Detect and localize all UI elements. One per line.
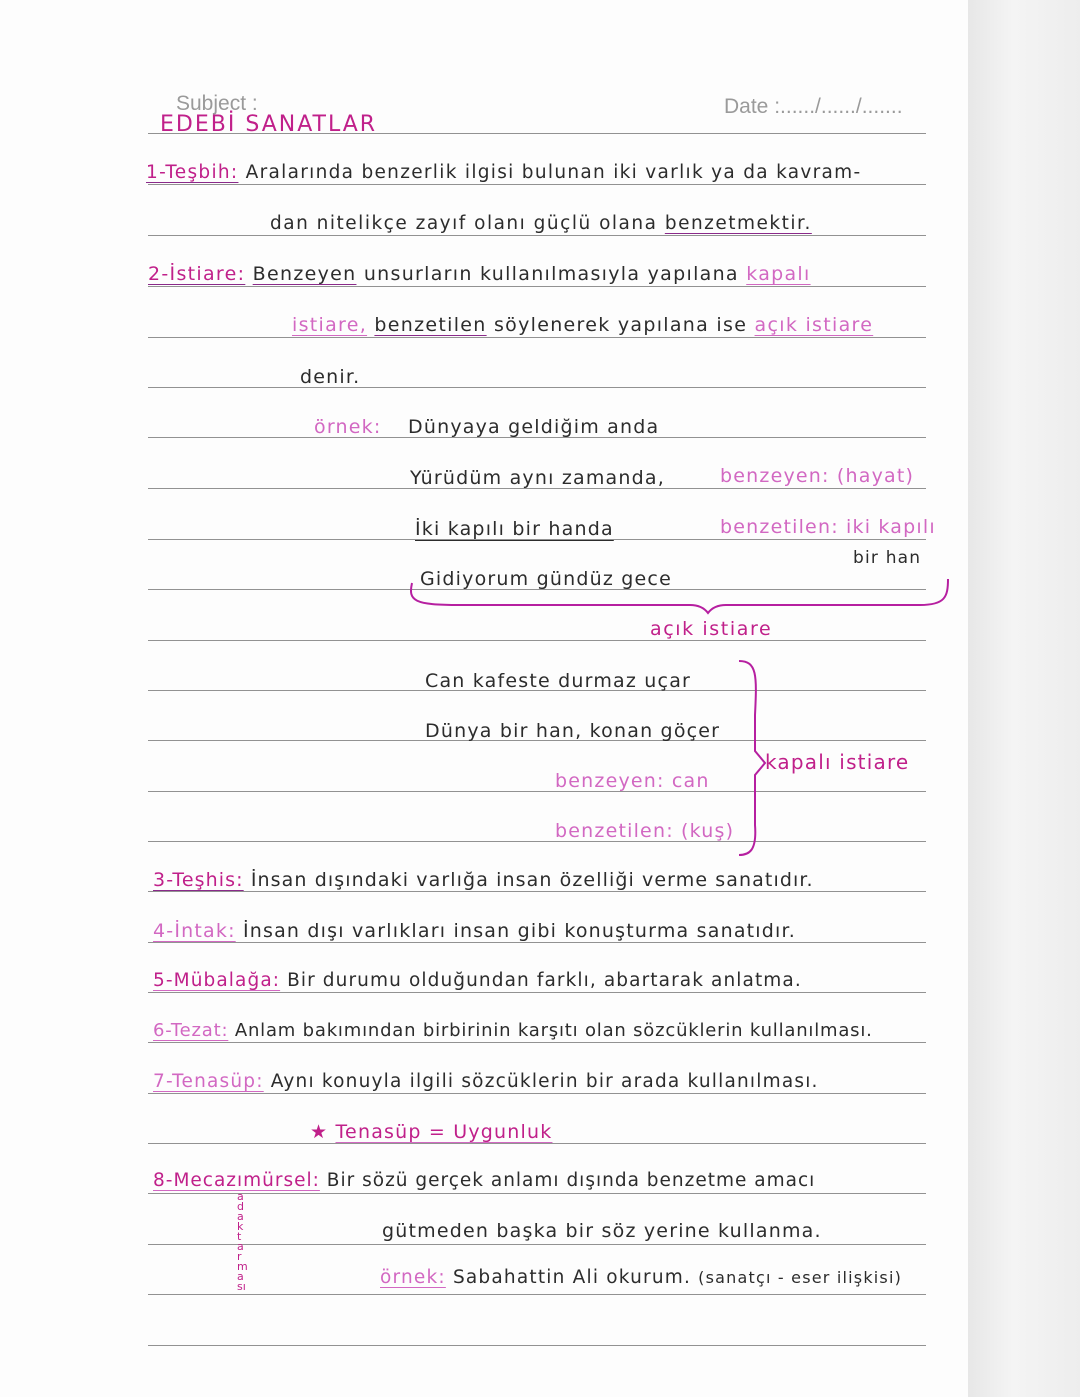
mecaz-ornek-label: örnek: xyxy=(380,1267,446,1288)
ornek2-benzetilen: benzetilen: (kuş) xyxy=(555,820,735,842)
tenasup-label: 7-Tenasüp: xyxy=(153,1071,264,1092)
istiare-word-benzeyen: Benzeyen xyxy=(252,263,357,285)
poem-line-1: Dünyaya geldiğim anda xyxy=(408,416,660,438)
poem-line-3: İki kapılı bir handa xyxy=(415,518,614,540)
intak-label: 4-İntak: xyxy=(153,920,236,942)
item-intak xyxy=(153,920,796,942)
item-istiare xyxy=(148,263,811,285)
item-istiare-line2 xyxy=(292,314,873,336)
mecaz-side-note: ad aktarması xyxy=(237,1190,248,1293)
istiare-text-3: denir. xyxy=(300,366,361,388)
item-mubalaga xyxy=(153,970,802,991)
teshbih-label: 1-Teşbih: xyxy=(146,162,239,183)
ornek1-benzetilen-2: bir han xyxy=(853,548,922,568)
mecaz-label: 8-Mecazımürsel: xyxy=(153,1170,320,1191)
mecaz-text-1: Bir sözü gerçek anlamı dışında benzetme amacı xyxy=(326,1170,816,1191)
ornek1-benzeyen: benzeyen: (hayat) xyxy=(720,465,915,487)
page-title: EDEBİ SANATLAR xyxy=(160,112,378,137)
date-label: Date :....../....../....... xyxy=(724,95,903,118)
ornek-label: örnek: xyxy=(314,416,382,438)
poem2-line-1: Can kafeste durmaz uçar xyxy=(425,670,692,692)
item-teshbih xyxy=(146,162,861,183)
item-tezat xyxy=(153,1020,873,1041)
poem2-line-2: Dünya bir han, konan göçer xyxy=(425,720,721,742)
kapali-istiare-label: kapalı istiare xyxy=(765,750,910,774)
istiare-word-benzetilen: benzetilen xyxy=(374,314,487,336)
teshbih-text-2b: benzetmektir. xyxy=(664,213,812,234)
istiare-kapali: kapalı xyxy=(746,263,811,285)
teshis-label: 3-Teşhis: xyxy=(153,869,244,891)
tezat-label: 6-Tezat: xyxy=(153,1020,229,1041)
istiare-text-1: unsurların kullanılmasıyla yapılana xyxy=(363,263,739,285)
tezat-text: Anlam bakımından birbirinin karşıtı olan sözcüklerin kullanılması. xyxy=(234,1020,873,1041)
poem-line-4: Gidiyorum gündüz gece xyxy=(420,568,672,590)
subject-label: Subject : xyxy=(176,92,258,115)
mecaz-ornek-row xyxy=(380,1267,902,1288)
item-teshbih-line2 xyxy=(270,213,812,234)
page-edge xyxy=(968,0,1080,1397)
mecaz-text-2: gütmeden başka bir söz yerine kullanma. xyxy=(382,1220,822,1242)
item-teshis xyxy=(153,869,814,891)
mecaz-ornek-text: Sabahattin Ali okurum. xyxy=(452,1267,692,1288)
istiare-acik: açık istiare xyxy=(754,314,874,336)
intak-text: İnsan dışı varlıkları insan gibi konuşturma sanatıdır. xyxy=(242,920,797,942)
acik-istiare-label: açık istiare xyxy=(650,618,773,640)
teshis-text: İnsan dışındaki varlığa insan özelliği verme sanatıdır. xyxy=(250,869,814,891)
teshbih-text-1: Aralarında benzerlik ilgisi bulunan iki varlık ya da kavram- xyxy=(245,162,862,183)
star-icon: ★ xyxy=(310,1121,329,1143)
istiare-kapali-2: istiare, xyxy=(292,314,368,336)
tenasup-note: Tenasüp = Uygunluk xyxy=(335,1121,553,1143)
istiare-text-2: söylenerek yapılana ise xyxy=(493,314,748,336)
mecaz-relation: (sanatçı - eser ilişkisi) xyxy=(698,1268,903,1287)
mubalaga-text: Bir durumu olduğundan farklı, abartarak anlatma. xyxy=(287,970,802,991)
poem-line-2: Yürüdüm aynı zamanda, xyxy=(410,467,665,489)
teshbih-text-2: dan nitelikçe zayıf olanı güçlü olana xyxy=(270,213,658,234)
mubalaga-label: 5-Mübalağa: xyxy=(153,970,281,991)
tenasup-text: Aynı konuyla ilgili sözcüklerin bir arada kullanılması. xyxy=(270,1071,819,1092)
tenasup-note-row xyxy=(310,1121,552,1143)
item-tenasup xyxy=(153,1071,819,1092)
istiare-label: 2-İstiare: xyxy=(148,263,246,285)
acik-istiare-brace xyxy=(400,575,960,615)
ornek1-benzetilen: benzetilen: iki kapılı xyxy=(720,516,936,538)
ornek2-benzeyen: benzeyen: can xyxy=(555,770,710,792)
item-mecaz xyxy=(153,1170,815,1191)
